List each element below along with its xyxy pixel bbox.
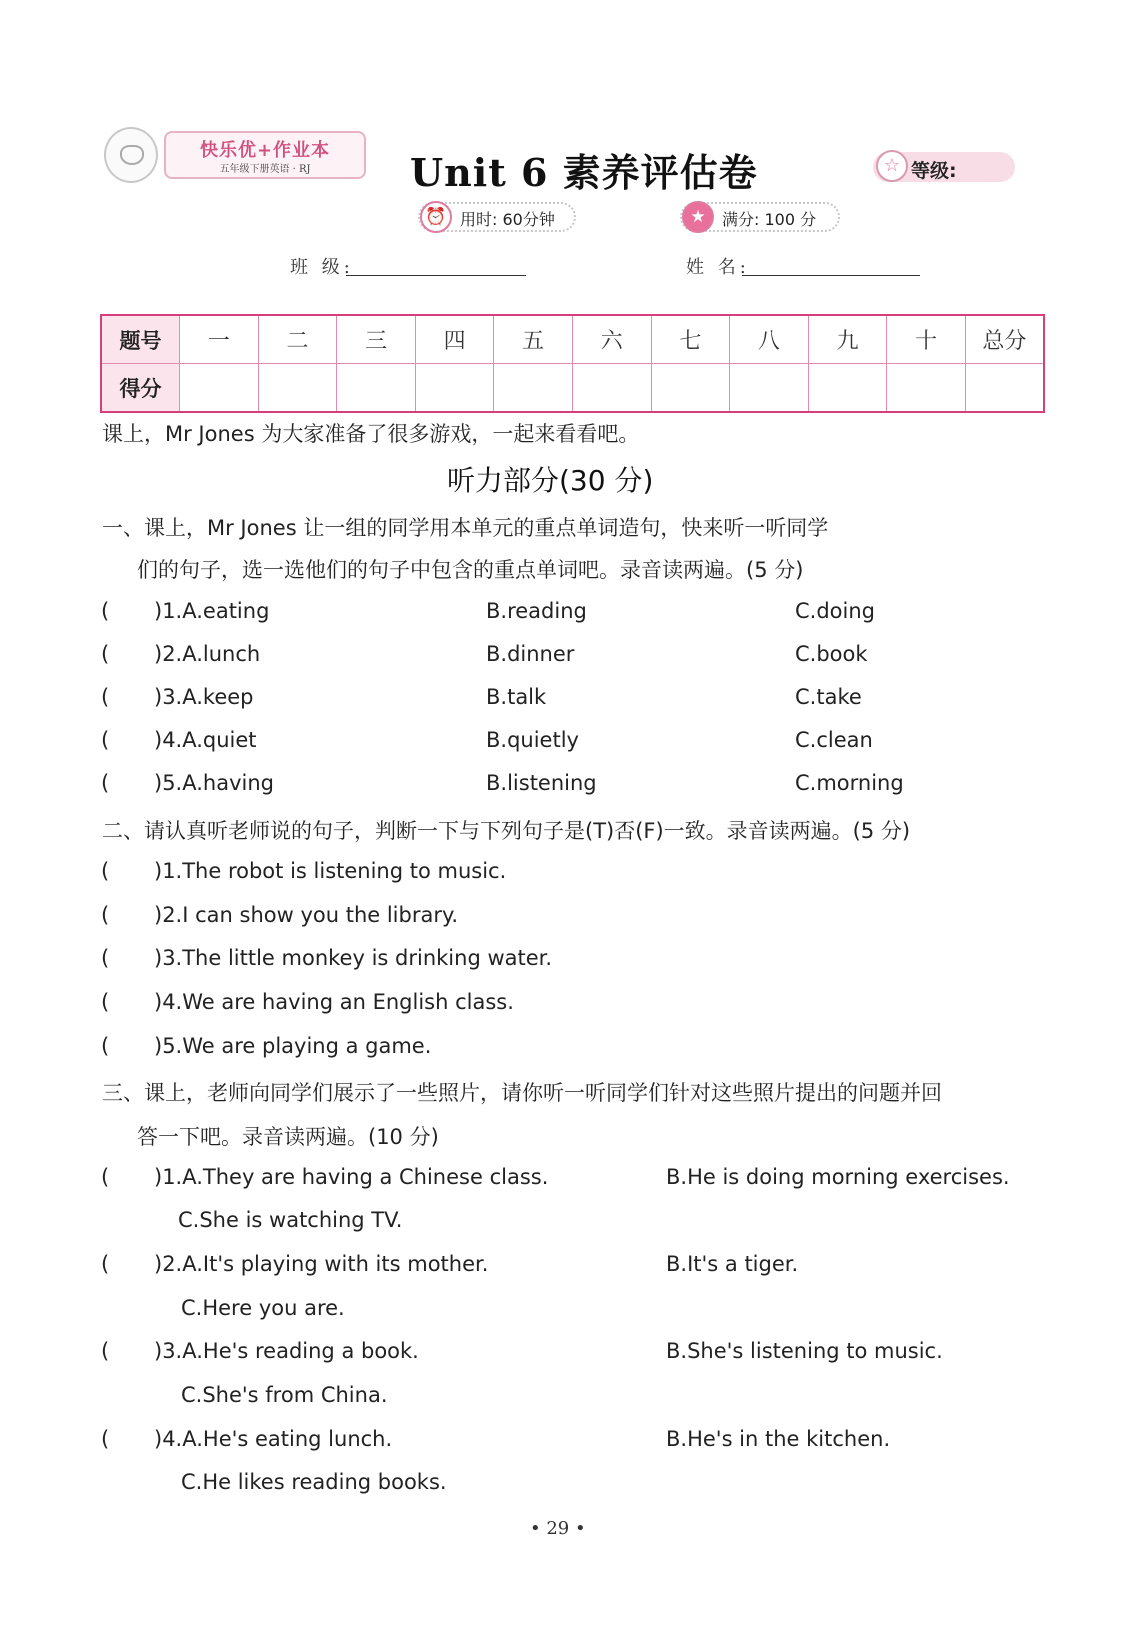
score-cell[interactable] (337, 364, 416, 413)
option-c: C.She's from China. (181, 1383, 388, 1407)
answer-blank[interactable]: ( (101, 728, 110, 752)
score-cell[interactable] (258, 364, 337, 413)
option-b: B.He is doing morning exercises. (666, 1165, 1010, 1189)
answer-blank[interactable]: ( (101, 946, 110, 970)
option-b: B.She's listening to music. (666, 1339, 943, 1363)
option-a: )2.A.It's playing with its mother. (154, 1252, 489, 1276)
name-input-line[interactable] (742, 275, 920, 276)
option-a: )3.A.keep (154, 685, 254, 709)
column-header: 二 (258, 315, 337, 364)
option-c: C.take (795, 685, 862, 709)
table-row (101, 364, 1044, 413)
section-heading: 听力部分(30 分) (447, 464, 654, 497)
q3-instruction: 三、课上，老师向同学们展示了一些照片，请你听一听同学们针对这些照片提出的问题并回 (102, 1081, 942, 1105)
answer-blank[interactable]: ( (101, 599, 110, 623)
option-c: C.book (795, 642, 868, 666)
column-header: 六 (572, 315, 651, 364)
answer-blank[interactable]: ( (101, 859, 110, 883)
option-b: B.listening (486, 771, 597, 795)
option-a: )1.A.eating (154, 599, 270, 623)
option-c: C.morning (795, 771, 904, 795)
statement: )1.The robot is listening to music. (154, 859, 507, 883)
answer-blank[interactable]: ( (101, 642, 110, 666)
score-table (100, 314, 1045, 413)
option-b: B.talk (486, 685, 547, 709)
statement: )4.We are having an English class. (154, 990, 514, 1014)
score-cell[interactable] (494, 364, 573, 413)
score-cell[interactable] (415, 364, 494, 413)
option-a: )5.A.having (154, 771, 274, 795)
column-header: 三 (337, 315, 416, 364)
column-header: 四 (415, 315, 494, 364)
score-cell[interactable] (730, 364, 809, 413)
option-b: B.reading (486, 599, 587, 623)
option-c: C.He likes reading books. (181, 1470, 447, 1494)
answer-blank[interactable]: ( (101, 771, 110, 795)
name-label: 姓 名: (686, 257, 750, 278)
option-c: C.clean (795, 728, 873, 752)
column-header: 七 (651, 315, 730, 364)
option-b: B.He's in the kitchen. (666, 1427, 891, 1451)
page-number: • 29 • (530, 1518, 586, 1539)
time-label: 用时: 60分钟 (460, 210, 555, 229)
star-icon: ★ (682, 201, 714, 233)
row-label-number: 题号 (101, 315, 180, 364)
q1-instruction: 一、课上，Mr Jones 让一组的同学用本单元的重点单词造句，快来听一听同学 (102, 516, 829, 540)
option-a: )2.A.lunch (154, 642, 261, 666)
option-a: )4.A.He's eating lunch. (154, 1427, 393, 1451)
class-label: 班 级: (290, 257, 354, 278)
statement: )5.We are playing a game. (154, 1034, 432, 1058)
answer-blank[interactable]: ( (101, 1165, 110, 1189)
logo-subtitle: 五年级下册英语 · RJ (219, 164, 311, 175)
clock-icon: ⏰ (420, 201, 452, 233)
series-logo (164, 131, 366, 179)
table-row (101, 315, 1044, 364)
score-cell[interactable] (965, 364, 1044, 413)
column-header: 五 (494, 315, 573, 364)
option-b: B.It's a tiger. (666, 1252, 799, 1276)
column-header: 十 (887, 315, 966, 364)
q2-instruction: 二、请认真听老师说的句子，判断一下与下列句子是(T)否(F)一致。录音读两遍。(5 分) (102, 819, 911, 843)
q1-instruction: 们的句子，选一选他们的句子中包含的重点单词吧。录音读两遍。(5 分) (137, 558, 804, 582)
column-header: 八 (730, 315, 809, 364)
score-cell[interactable] (180, 364, 259, 413)
option-a: )3.A.He's reading a book. (154, 1339, 419, 1363)
statement: )3.The little monkey is drinking water. (154, 946, 553, 970)
q3-instruction: 答一下吧。录音读两遍。(10 分) (137, 1125, 439, 1149)
score-cell[interactable] (808, 364, 887, 413)
score-cell[interactable] (651, 364, 730, 413)
intro-text: 课上，Mr Jones 为大家准备了很多游戏，一起来看看吧。 (102, 422, 640, 446)
score-cell[interactable] (572, 364, 651, 413)
answer-blank[interactable]: ( (101, 903, 110, 927)
answer-blank[interactable]: ( (101, 1339, 110, 1363)
class-input-line[interactable] (346, 275, 526, 276)
mascot-logo-icon (104, 127, 158, 183)
option-a: )1.A.They are having a Chinese class. (154, 1165, 549, 1189)
option-c: C.doing (795, 599, 875, 623)
grade-label: 等级: (911, 160, 957, 182)
column-header: 总分 (965, 315, 1044, 364)
option-c: C.Here you are. (181, 1296, 345, 1320)
page-title: Unit 6 素养评估卷 (410, 150, 758, 195)
row-label-score: 得分 (101, 364, 180, 413)
score-cell[interactable] (887, 364, 966, 413)
option-b: B.dinner (486, 642, 575, 666)
column-header: 一 (180, 315, 259, 364)
answer-blank[interactable]: ( (101, 1034, 110, 1058)
option-c: C.She is watching TV. (178, 1208, 403, 1232)
answer-blank[interactable]: ( (101, 1252, 110, 1276)
statement: )2.I can show you the library. (154, 903, 459, 927)
answer-blank[interactable]: ( (101, 1427, 110, 1451)
answer-blank[interactable]: ( (101, 685, 110, 709)
logo-title: 快乐优+作业本 (199, 140, 331, 161)
star-icon: ☆ (876, 150, 908, 182)
option-b: B.quietly (486, 728, 579, 752)
answer-blank[interactable]: ( (101, 990, 110, 1014)
column-header: 九 (808, 315, 887, 364)
option-a: )4.A.quiet (154, 728, 257, 752)
score-label: 满分: 100 分 (722, 210, 817, 229)
